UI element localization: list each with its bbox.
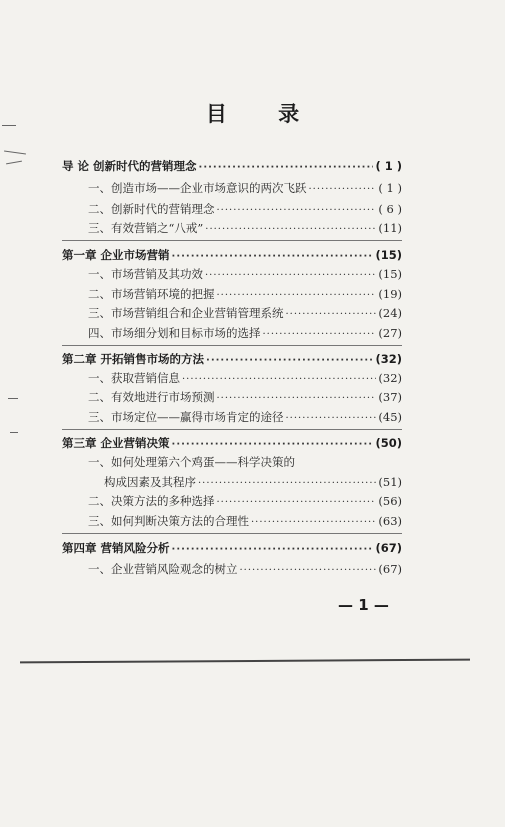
leader-dots [217, 203, 377, 219]
toc-entry[interactable] [88, 325, 402, 343]
toc-entry-label: 二、创新时代的营销理念 [88, 202, 215, 216]
toc-entry-label: 第三章 企业营销决策 [62, 436, 170, 450]
leader-dots [172, 542, 374, 558]
toc-entry-page: (32) [375, 352, 402, 366]
toc-entry-page: (32) [378, 371, 402, 385]
toc-entry-label: 三、市场定位——赢得市场肯定的途径 [88, 410, 284, 424]
leader-dots [217, 288, 377, 304]
toc-entry-page: ( 6 ) [378, 202, 402, 216]
toc-entry-label: 一、创造市场——企业市场意识的两次飞跃 [88, 181, 307, 195]
toc-entry[interactable] [88, 409, 402, 427]
leader-dots [240, 563, 377, 579]
toc-entry-page: (37) [378, 390, 402, 404]
toc-entry[interactable] [88, 201, 402, 219]
toc-entry[interactable] [88, 286, 402, 304]
toc-entry-label: 三、市场营销组合和企业营销管理系统 [88, 306, 284, 320]
toc-entry-page: (19) [378, 287, 402, 301]
leader-dots [251, 515, 376, 531]
toc-entry[interactable] [88, 370, 402, 388]
toc-entry-label: 二、决策方法的多种选择 [88, 494, 215, 508]
toc-entry-page: ( 1 ) [378, 181, 402, 195]
leader-dots [286, 307, 377, 323]
margin-mark [10, 432, 18, 433]
leader-dots [205, 222, 376, 238]
leader-dots [206, 353, 373, 369]
toc-entry-page: (15) [378, 267, 402, 281]
toc-entry-label: 一、市场营销及其功效 [88, 267, 203, 281]
toc-entry-page: (56) [378, 494, 402, 508]
toc-entry[interactable] [88, 220, 402, 238]
leader-dots [309, 182, 377, 198]
toc-entry[interactable] [88, 389, 402, 407]
toc-entry[interactable] [88, 561, 402, 579]
toc-entry-page: (63) [378, 514, 402, 528]
leader-dots [286, 411, 377, 427]
toc-entry-chapter[interactable] [62, 247, 402, 265]
leader-dots [217, 495, 377, 511]
toc-entry-page: (27) [378, 326, 402, 340]
toc-entry-label: 一、企业营销风险观念的树立 [88, 562, 238, 576]
toc-entry[interactable] [88, 305, 402, 323]
toc-entry-chapter[interactable] [62, 351, 402, 369]
toc-entry-label: 第二章 开拓销售市场的方法 [62, 352, 205, 366]
leader-dots [172, 249, 374, 265]
toc-entry-label: 三、如何判断决策方法的合理性 [88, 514, 249, 528]
toc-entry[interactable] [88, 513, 402, 531]
toc-entry-page: (15) [375, 248, 402, 262]
margin-mark [2, 125, 16, 126]
toc-entry-label: 一、获取营销信息 [88, 371, 180, 385]
scan-edge-line [20, 659, 470, 664]
toc-entry-page: (50) [375, 436, 402, 450]
margin-mark [6, 161, 22, 165]
toc-entry-chapter[interactable] [62, 435, 402, 453]
section-divider [62, 345, 402, 346]
page-title: 目 录 [205, 102, 322, 126]
toc-entry[interactable] [88, 493, 402, 511]
toc-entry-chapter[interactable] [62, 540, 402, 558]
toc-entry-page: ( 1 ) [375, 159, 402, 173]
toc-entry-page: (24) [378, 306, 402, 320]
toc-entry-label: 第一章 企业市场营销 [62, 248, 170, 262]
toc-entry-label-first-line[interactable]: 一、如何处理第六个鸡蛋——科学决策的 [88, 455, 295, 469]
margin-mark [8, 398, 18, 399]
leader-dots [205, 268, 376, 284]
leader-dots [182, 372, 376, 388]
toc-entry[interactable] [88, 180, 402, 198]
toc-entry-label: 四、市场细分划和目标市场的选择 [88, 326, 261, 340]
toc-entry-intro[interactable] [62, 158, 402, 176]
toc-entry-label-continuation: 构成因素及其程序 [104, 475, 196, 489]
toc-entry-label: 三、有效营销之“八戒” [88, 221, 204, 235]
page-number: — 1 — [338, 596, 389, 614]
section-divider [62, 533, 402, 534]
toc-entry-label: 第四章 营销风险分析 [62, 541, 170, 555]
toc-entry-page: (11) [378, 221, 402, 235]
leader-dots [217, 391, 377, 407]
toc-entry-label: 二、市场营销环境的把握 [88, 287, 215, 301]
margin-mark [4, 150, 26, 154]
section-divider [62, 240, 402, 241]
toc-entry-page: (45) [378, 410, 402, 424]
leader-dots [199, 160, 374, 176]
toc-entry-label: 二、有效地进行市场预测 [88, 390, 215, 404]
toc-entry-label: 导 论 创新时代的营销理念 [62, 159, 197, 173]
toc-entry-page: (67) [375, 541, 402, 555]
section-divider [62, 429, 402, 430]
leader-dots [263, 327, 377, 343]
toc-entry[interactable] [88, 266, 402, 284]
toc-entry-page: (51) [378, 475, 402, 489]
leader-dots [172, 437, 374, 453]
toc-entry-page: (67) [378, 562, 402, 576]
leader-dots [198, 476, 376, 492]
toc-entry[interactable] [104, 474, 402, 492]
